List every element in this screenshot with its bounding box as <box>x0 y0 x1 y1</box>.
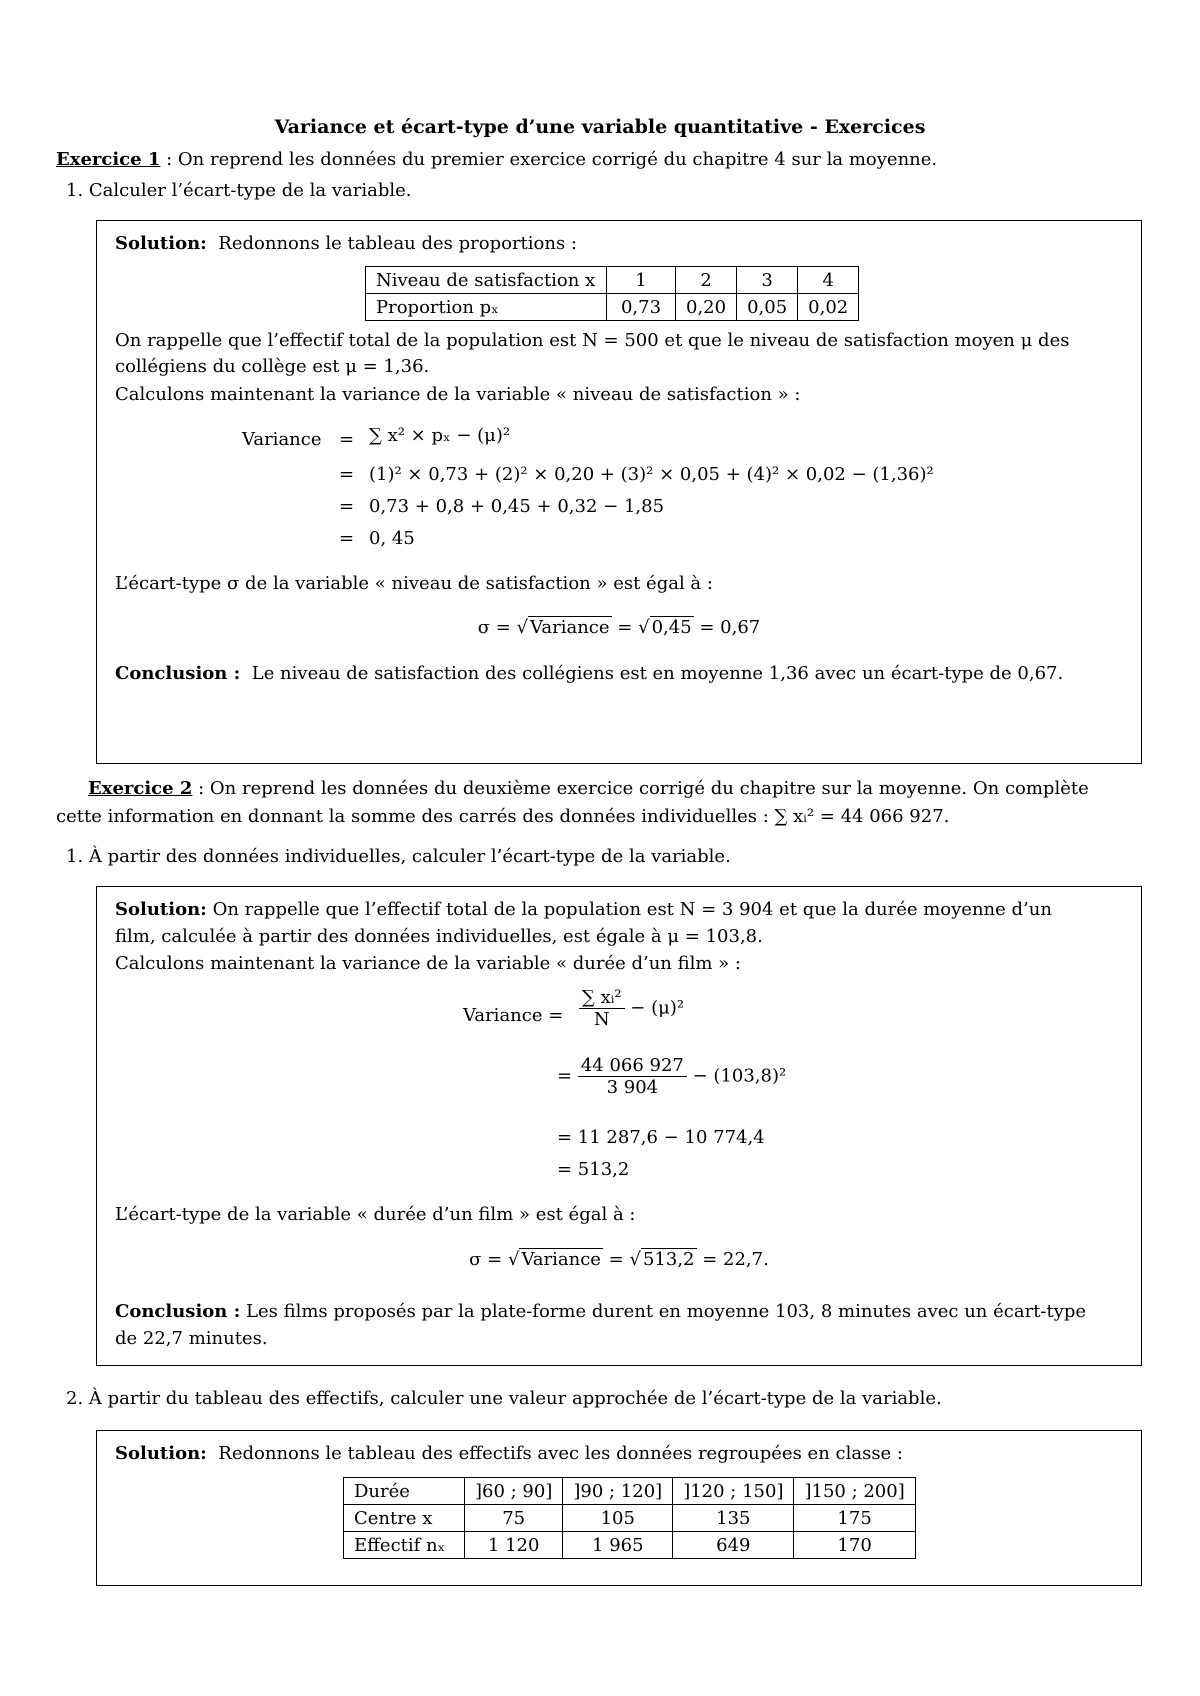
table-cell: 105 <box>563 1505 673 1532</box>
table-cell: 170 <box>794 1532 915 1559</box>
fraction-denominator: N <box>593 1009 610 1030</box>
solution-3-label: Solution: <box>115 1443 207 1464</box>
exercise-2-intro-1 <box>88 778 1089 799</box>
equals-sign: = <box>339 528 355 549</box>
table-cell: 649 <box>673 1532 794 1559</box>
table-cell: ]90 ; 120] <box>563 1478 673 1505</box>
std-equation <box>97 617 1141 638</box>
solution-1-intro-text: Redonnons le tableau des proportions : <box>218 233 577 254</box>
table-cell: 135 <box>673 1505 794 1532</box>
conclusion-1 <box>115 663 1063 684</box>
table-cell: 0,05 <box>737 294 798 321</box>
table-cell: 1 120 <box>465 1532 563 1559</box>
exercise-2-intro-2: cette information en donnant la somme des carrés des données individuelles : ∑ xᵢ² = 44 066 927. <box>56 806 950 827</box>
sqrt-content: 513,2 <box>642 1249 695 1270</box>
table-row <box>366 294 859 321</box>
variance-eq-4b: = 513,2 <box>557 1159 630 1180</box>
table-cell: 0,02 <box>798 294 859 321</box>
std-eq-left: σ = <box>469 1249 508 1270</box>
exercise-1-label: Exercice 1 <box>56 149 161 170</box>
exercise-2-label: Exercice 2 <box>88 778 193 799</box>
variance-eq-4: 0, 45 <box>369 528 415 549</box>
fraction-tail: − (μ)² <box>630 997 685 1019</box>
solution-box-3 <box>96 1430 1142 1586</box>
table-cell: 2 <box>676 267 737 294</box>
equals-sign: = <box>339 496 355 517</box>
fraction-denominator: 3 904 <box>606 1077 659 1098</box>
exercise-2-question-1: 1. À partir des données individuelles, calculer l’écart-type de la variable. <box>66 846 731 867</box>
solution-2-line-1 <box>115 899 1052 920</box>
table-header-cell: Proportion pₓ <box>366 294 607 321</box>
table-cell: 1 965 <box>563 1532 673 1559</box>
table-cell: 3 <box>737 267 798 294</box>
std-eq-left: σ = <box>477 617 517 638</box>
conclusion-2-line-2: de 22,7 minutes. <box>115 1328 268 1349</box>
variance-eq-3b: = 11 287,6 − 10 774,4 <box>557 1127 765 1148</box>
conclusion-2-line-1 <box>115 1301 1086 1322</box>
page-title: Variance et écart-type d’une variable quantitative - Exercices <box>274 116 926 138</box>
sqrt-content: Variance <box>521 1249 601 1270</box>
sqrt-symbol: √ <box>516 617 529 638</box>
table-cell: 75 <box>465 1505 563 1532</box>
table-row <box>344 1478 916 1505</box>
std-eq-right: = 22,7. <box>696 1249 769 1270</box>
exercise-1-intro-text: : On reprend les données du premier exercice corrigé du chapitre 4 sur la moyenne. <box>160 149 938 170</box>
variance-word: Variance <box>242 429 322 450</box>
sqrt-symbol: √ <box>629 1249 641 1270</box>
solution-2-label: Solution: <box>115 899 207 920</box>
table-header-cell: Durée <box>344 1478 465 1505</box>
variance-eq-3: 0,73 + 0,8 + 0,45 + 0,32 − 1,85 <box>369 496 665 517</box>
solution-box-1 <box>96 220 1142 764</box>
exercise-2-intro-text: : On reprend les données du deuxième exercice corrigé du chapitre sur la moyenne. On complète <box>192 778 1089 799</box>
table-header-cell: Effectif nₓ <box>344 1532 465 1559</box>
table-cell: ]120 ; 150] <box>673 1478 794 1505</box>
solution-3-intro <box>115 1443 903 1464</box>
equals-sign: = <box>339 429 355 450</box>
variance-lhs: Variance = <box>463 1005 564 1026</box>
std-eq-right: = 0,67 <box>693 617 761 638</box>
variance-fraction-2 <box>557 1055 786 1098</box>
equals-sign: = <box>339 464 355 485</box>
sqrt-symbol: √ <box>507 1249 520 1270</box>
recall-line-1: On rappelle que l’effectif total de la population est N = 500 et que le niveau de satisfaction moyen μ des <box>115 330 1070 351</box>
solution-box-2 <box>96 886 1142 1366</box>
solution-3-intro-text: Redonnons le tableau des effectifs avec les données regroupées en classe : <box>218 1443 903 1464</box>
solution-2-line-1-text: On rappelle que l’effectif total de la population est N = 3 904 et que la durée moyenne d’un <box>212 899 1052 920</box>
std-intro: L’écart-type σ de la variable « niveau de satisfaction » est égal à : <box>115 573 713 594</box>
fraction-numerator: 44 066 927 <box>578 1055 687 1077</box>
table-row <box>344 1532 916 1559</box>
table-cell: 0,73 <box>607 294 676 321</box>
exercise-1-intro <box>56 149 937 170</box>
fraction-tail: − (103,8)² <box>692 1065 787 1087</box>
sqrt-content: 0,45 <box>651 617 692 638</box>
std-eq-mid: = <box>602 1249 630 1270</box>
conclusion-label: Conclusion : <box>115 1301 241 1322</box>
std-intro-2: L’écart-type de la variable « durée d’un film » est égal à : <box>115 1204 636 1225</box>
conclusion-text: Le niveau de satisfaction des collégiens est en moyenne 1,36 avec un écart-type de 0,67. <box>251 663 1064 684</box>
recall-line-2: collégiens du collège est μ = 1,36. <box>115 356 430 377</box>
equals-sign: = <box>557 1065 573 1087</box>
exercise-1-question-1: 1. Calculer l’écart-type de la variable. <box>66 180 412 201</box>
proportions-table <box>365 266 859 321</box>
table-row <box>344 1505 916 1532</box>
solution-1-intro <box>115 233 577 254</box>
table-cell: ]60 ; 90] <box>465 1478 563 1505</box>
table-cell: 4 <box>798 267 859 294</box>
table-cell: 1 <box>607 267 676 294</box>
sqrt-content: Variance <box>530 617 610 638</box>
table-header-cell: Niveau de satisfaction x <box>366 267 607 294</box>
conclusion-text: Les films proposés par la plate-forme durent en moyenne 103, 8 minutes avec un écart-type <box>246 1301 1087 1322</box>
table-cell: 175 <box>794 1505 915 1532</box>
sqrt-symbol: √ <box>638 617 650 638</box>
variance-intro-2: Calculons maintenant la variance de la variable « durée d’un film » : <box>115 953 741 974</box>
table-cell: 0,20 <box>676 294 737 321</box>
conclusion-label: Conclusion : <box>115 663 241 684</box>
variance-eq-1: ∑ x² × pₓ − (μ)² <box>369 425 511 446</box>
variance-intro: Calculons maintenant la variance de la variable « niveau de satisfaction » : <box>115 384 801 405</box>
table-header-cell: Centre x <box>344 1505 465 1532</box>
fraction-numerator: ∑ xᵢ² <box>579 987 625 1009</box>
table-cell: ]150 ; 200] <box>794 1478 915 1505</box>
std-eq-mid: = <box>611 617 639 638</box>
solution-2-line-2: film, calculée à partir des données individuelles, est égale à μ = 103,8. <box>115 926 763 947</box>
std-equation-2 <box>97 1249 1141 1270</box>
exercise-2-question-2: 2. À partir du tableau des effectifs, calculer une valeur approchée de l’écart-type de la variable. <box>66 1388 942 1409</box>
variance-fraction-1 <box>579 987 684 1030</box>
solution-1-label: Solution: <box>115 233 207 254</box>
effectifs-table <box>343 1477 916 1559</box>
table-row <box>366 267 859 294</box>
variance-eq-2: (1)² × 0,73 + (2)² × 0,20 + (3)² × 0,05 + (4)² × 0,02 − (1,36)² <box>369 464 934 485</box>
